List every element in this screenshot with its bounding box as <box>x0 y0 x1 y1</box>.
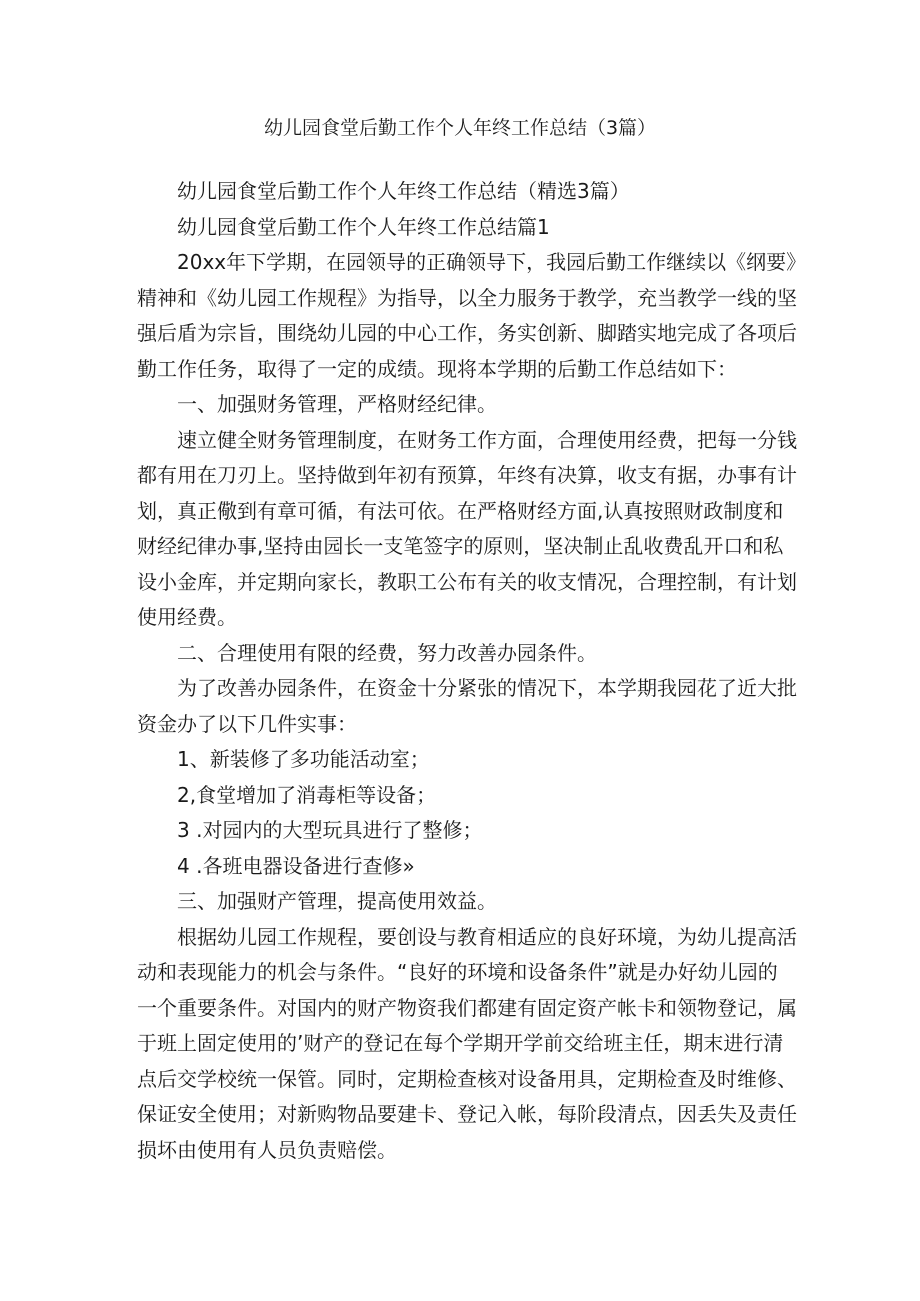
document-title: 幼儿园食堂后勤工作个人年终工作总结（3篇） <box>263 117 657 139</box>
list-item-4: 4 .各班电器设备进行查修» <box>177 853 415 878</box>
list-item-1: 1、新装修了多功能活动室； <box>177 747 430 771</box>
paragraph-intro: 20xx年下学期，在园领导的正确领导下，我园后勤工作继续以《纲要》精神和《幼儿园工作规程》为指导，以全力服务于教学，充当教学一线的坚强后盾为宗旨，围绕幼儿园的中心工作，务实创新、脚踏实地完成了各项后勤工作任务，取得了一定的成绩。现将本学期的后勤工作总结如下： <box>137 250 797 381</box>
paragraph-heading-3: 三、加强财产管理，提高使用效益。 <box>177 889 497 913</box>
paragraph-property: 根据幼儿园工作规程，要创设与教育相适应的良好环境，为幼儿提高活动和表现能力的机会与条件。“良好的环境和设备条件”就是办好幼儿园的一个重要条件。对国内的财产物资我们都建有固定资产帐卡和领物登记，属于班上固定使用的’财产的登记在每个学期开学前交给班主任，期末进行清点后交学校统一保管。同时，定期检查核对设备用具，定期检查及时维修、保证安全使用；对新购物品要建卡、登记入帐，每阶段清点，因丢失及责任损坏由使用有人员负责赔偿。 <box>137 924 797 1162</box>
paragraph-heading-2: 二、合理使用有限的经费，努力改善办园条件。 <box>177 640 597 665</box>
paragraph-finance: 速立健全财务管理制度，在财务工作方面，合理使用经费，把每一分钱都有用在刀刃上。坚持做到年初有预算，年终有决算，收支有据，办事有计划，真正儆到有章可循，有法可依。在严格财经方面,认真按照财政制度和财经纪律办事,坚持由园长一支笔签字的原则，坚决制止乱收费乱开口和私设小金库，并定期向家长，教职工公布有关的收支情况，合理控制，有计划使用经费。 <box>137 427 797 629</box>
list-item-2: 2,食堂增加了消毒柜等设备； <box>177 782 437 807</box>
list-item-3: 3 .对园内的大型玩具进行了整修； <box>177 818 483 842</box>
paragraph-funds: 为了改善办园条件，在资金十分紧张的情况下，本学期我园花了近大批资金办了以下几件实事： <box>137 676 797 736</box>
paragraph-subtitle: 幼儿园食堂后勤工作个人年终工作总结（精选3篇） <box>177 179 630 203</box>
paragraph-section-heading: 幼儿园食堂后勤工作个人年终工作总结篇1 <box>177 214 550 239</box>
document-body <box>137 174 797 1168</box>
paragraph-heading-1: 一、加强财务管理，严格财经纪律。 <box>177 392 497 416</box>
